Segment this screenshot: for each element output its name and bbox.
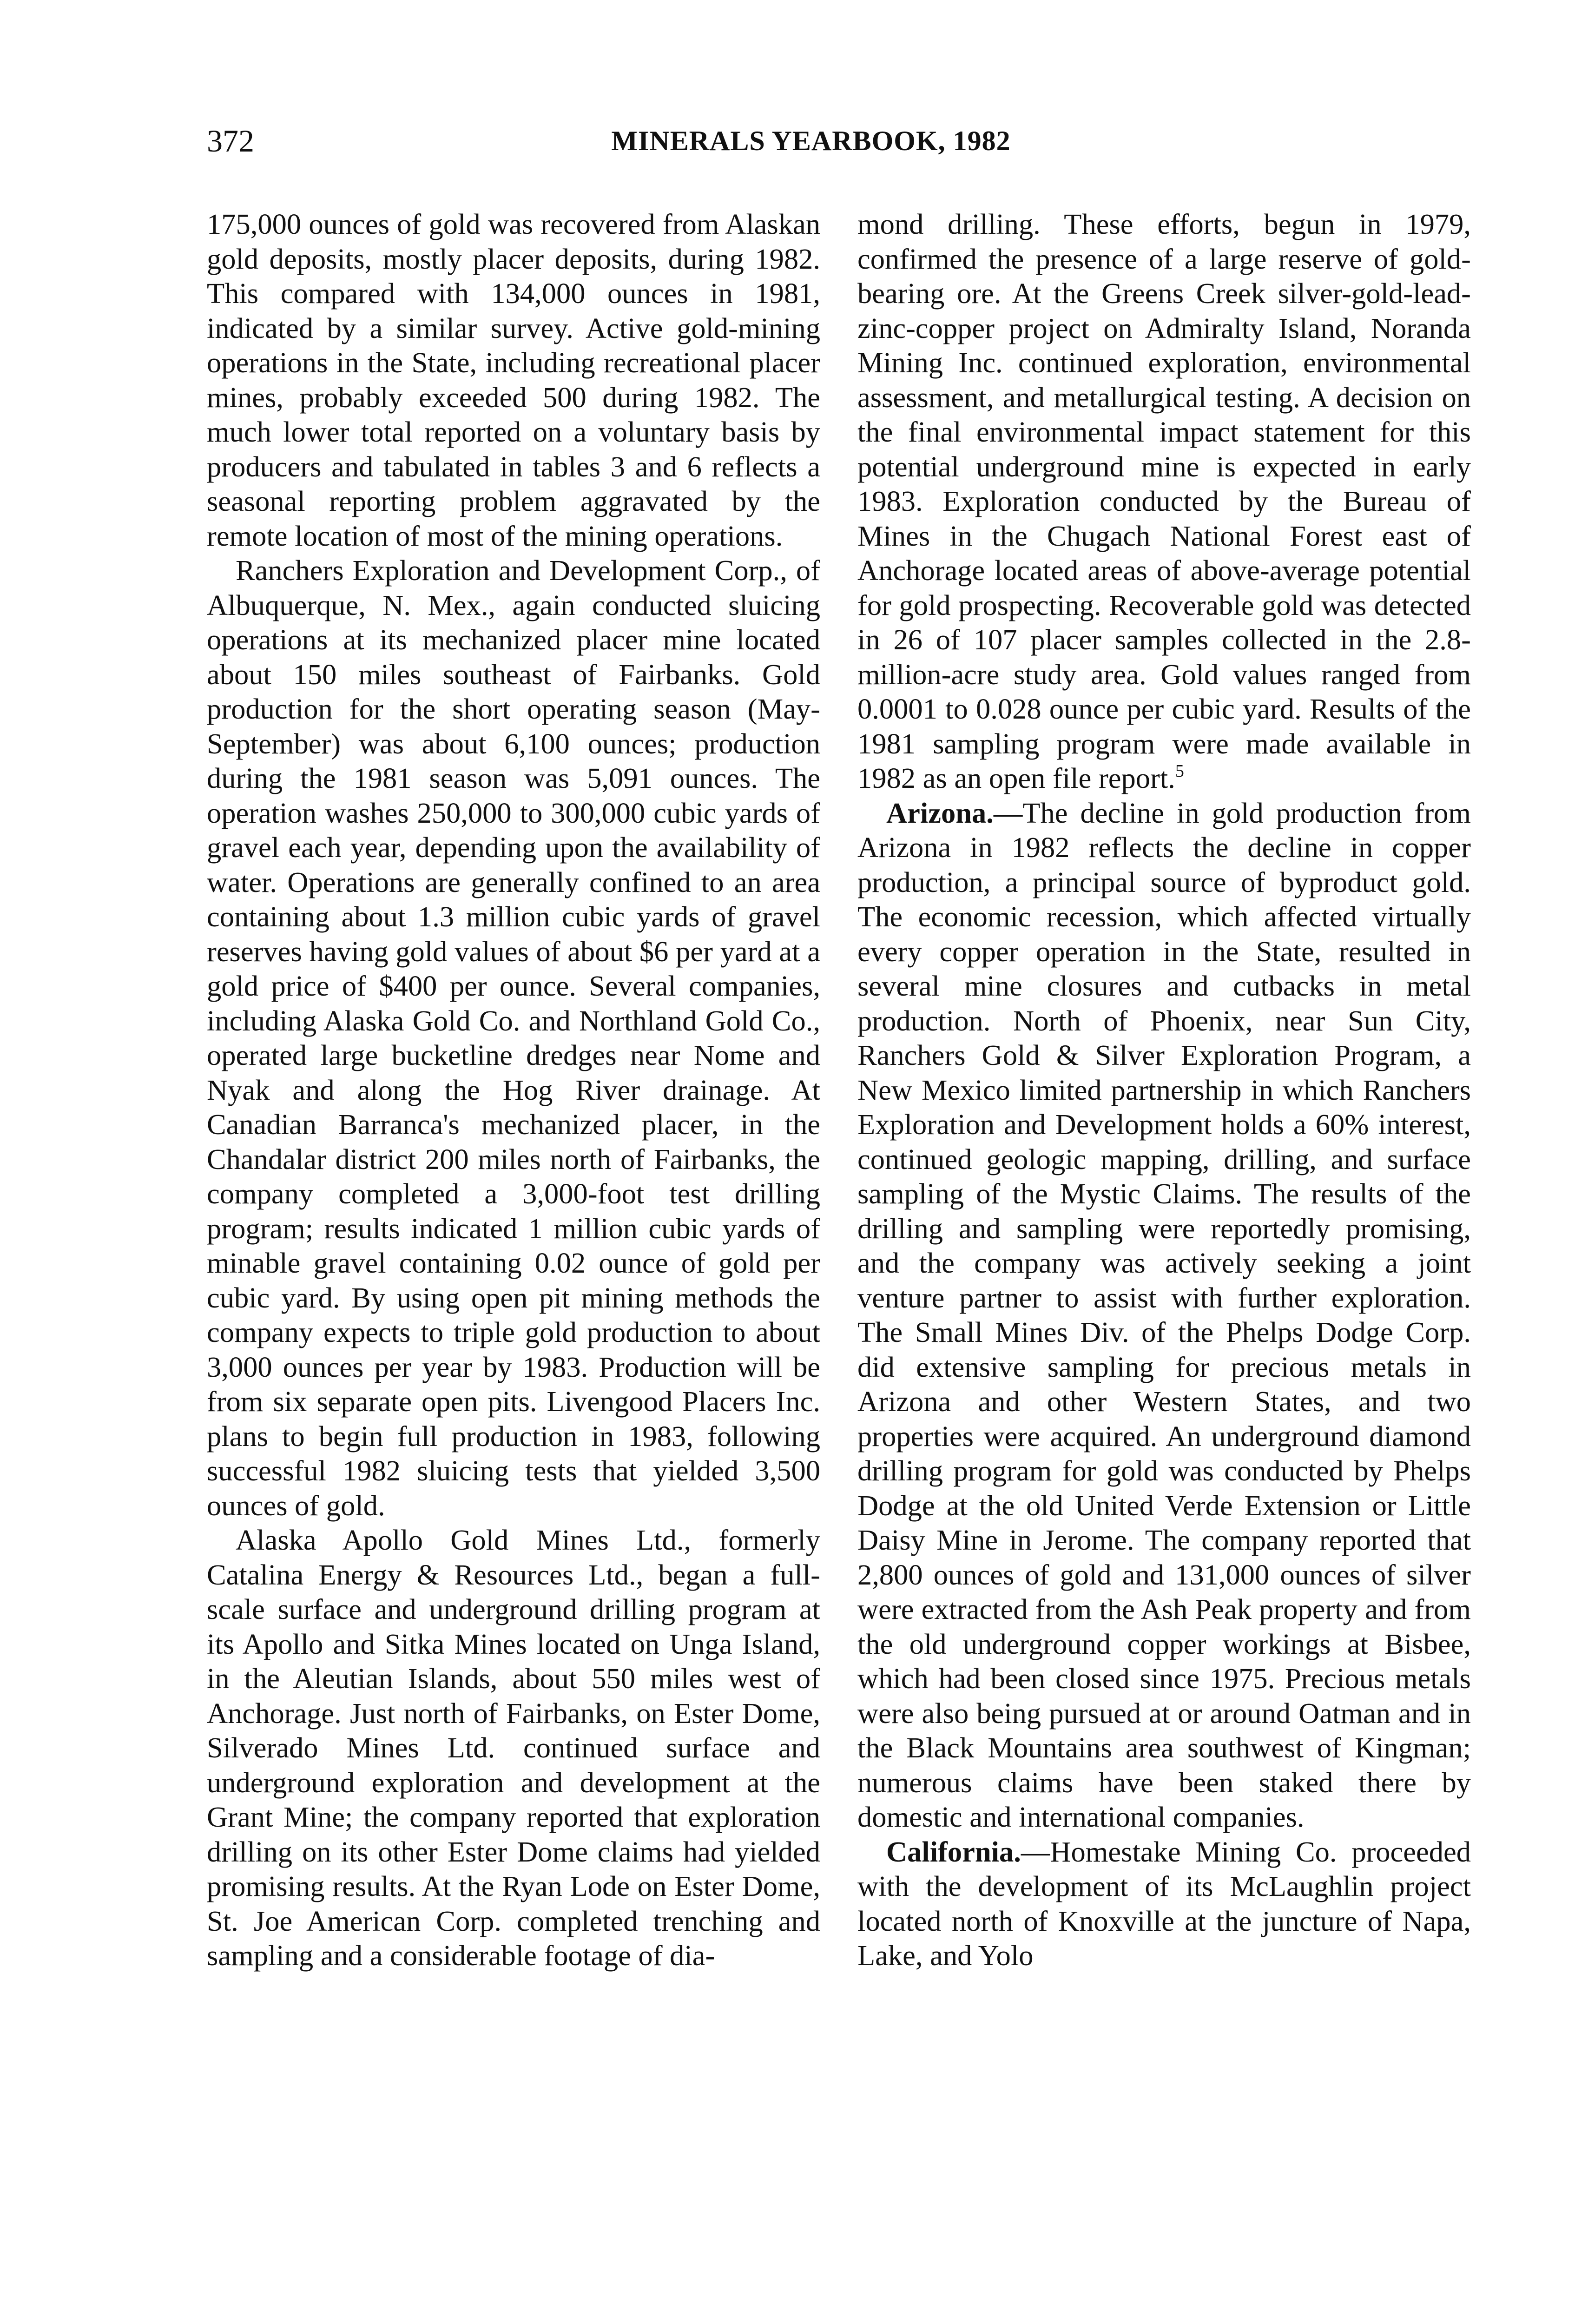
paragraph-ranchers-exploration: Ranchers Exploration and Development Corp., of Albuquerque, N. Mex., again conducted sluicing operations at its mechanized placer mine located about 150 miles southeast of Fairbanks. Gold production for the short operating season (May-September) was about 6,100 ounces; production during the 1981 season was 5,091 ounces. The operation washes 250,000 to 300,000 cubic yards of gravel each year, depending upon the availability of water. Operations are generally confined to an area containing about 1.3 million cubic yards of gravel reserves having gold values of about $6 per yard at a gold price of $400 per ounce. Several companies, including Alaska Gold Co. and Northland Gold Co., operated large bucketline dredges near Nome and Nyak and along the Hog River drainage. At Canadian Barranca's mechanized placer, in the Chandalar district 200 miles north of Fairbanks, the company completed a 3,000-foot test drilling program; results indicated 1 million cubic yards of minable gravel containing 0.02 ounce of gold per cubic yard. By using open pit mining methods the company expects to triple gold production to about 3,000 ounces per year by 1983. Production will be from six separate open pits. Livengood Placers Inc. plans to begin full production in 1983, following successful 1982 sluicing tests that yielded 3,500 ounces of gold. [207,554,820,1522]
paragraph-arizona-text: —The decline in gold production from Arizona in 1982 reflects the decline in copper production, a principal source of byproduct gold. The economic recession, which affected virtually every copper operation in the State, resulted in several mine closures and cutbacks in metal production. North of Phoenix, near Sun City, Ranchers Gold & Silver Exploration Program, a New Mexico limited partnership in which Ranchers Exploration and Development holds a 60% interest, continued geologic mapping, drilling, and surface sampling of the Mystic Claims. The results of the drilling and sampling were reportedly promising, and the company was actively seeking a joint venture partner to assist with further exploration. The Small Mines Div. of the Phelps Dodge Corp. did extensive sampling for precious metals in Arizona and other Western States, and two properties were acquired. An underground diamond drilling program for gold was conducted by Phelps Dodge at the old United Verde Extension or Little Daisy Mine in Jerome. The company reported that 2,800 ounces of gold and 131,000 ounces of silver were extracted from the Ash Peak property and from the old underground copper workings at Bisbee, which had been closed since 1975. Precious metals were also being pursued at or around Oatman and in the Black Mountains area southwest of Kingman; numerous claims have been staked there by domestic and international companies. [857,796,1471,1833]
section-heading-california: California. [886,1835,1021,1868]
paragraph-diamond-drilling-text: mond drilling. These efforts, begun in 1979, confirmed the presence of a large reserve of gold-bearing ore. At the Greens Creek silver-gold-lead-zinc-copper project on Admiralty Island, Noranda Mining Inc. continued exploration, environmental assessment, and metallurgical testing. A decision on the final environmental impact statement for this potential underground mine is expected in early 1983. Exploration conducted by the Bureau of Mines in the Chugach National Forest east of Anchorage located areas of above-average potential for gold prospecting. Recoverable gold was detected in 26 of 107 placer samples collected in the 2.8-million-acre study area. Gold values ranged from 0.0001 to 0.028 ounce per cubic yard. Results of the 1981 sampling program were made available in 1982 as an open file report. [857,208,1471,794]
paragraph-diamond-drilling [857,207,1471,796]
page-header [207,120,1415,162]
left-column [207,207,820,2252]
paragraph-california [857,1835,1471,1973]
running-head: MINERALS YEARBOOK, 1982 [611,125,1011,156]
paragraph-gold-recovery: 175,000 ounces of gold was recovered from Alaskan gold deposits, mostly placer deposits, during 1982. This compared with 134,000 ounces in 1981, indicated by a similar survey. Active gold-mining operations in the State, including recreational placer mines, probably exceeded 500 during 1982. The much lower total reported on a voluntary basis by producers and tabulated in tables 3 and 6 reflects a seasonal reporting problem aggravated by the remote location of most of the mining operations. [207,208,820,552]
paragraph-california-text: —Homestake Mining Co. proceeded with the development of its McLaughlin project located north of Knoxville at the juncture of Napa, Lake, and Yolo [857,1835,1471,1972]
section-heading-arizona: Arizona. [886,796,994,829]
page-number: 372 [207,123,254,158]
paragraph-arizona [857,796,1471,1835]
right-column [857,207,1471,2252]
paragraph-alaska-apollo: Alaska Apollo Gold Mines Ltd., formerly Catalina Energy & Resources Ltd., began a full-scale surface and underground drilling program at its Apollo and Sitka Mines located on Unga Island, in the Aleutian Islands, about 550 miles west of Anchorage. Just north of Fairbanks, on Ester Dome, Silverado Mines Ltd. continued surface and underground exploration and development at the Grant Mine; the company reported that exploration drilling on its other Ester Dome claims had yielded promising results. At the Ryan Lode on Ester Dome, St. Joe American Corp. completed trenching and sampling and a considerable footage of dia- [207,1524,820,1972]
footnote-reference: 5 [1175,761,1184,781]
